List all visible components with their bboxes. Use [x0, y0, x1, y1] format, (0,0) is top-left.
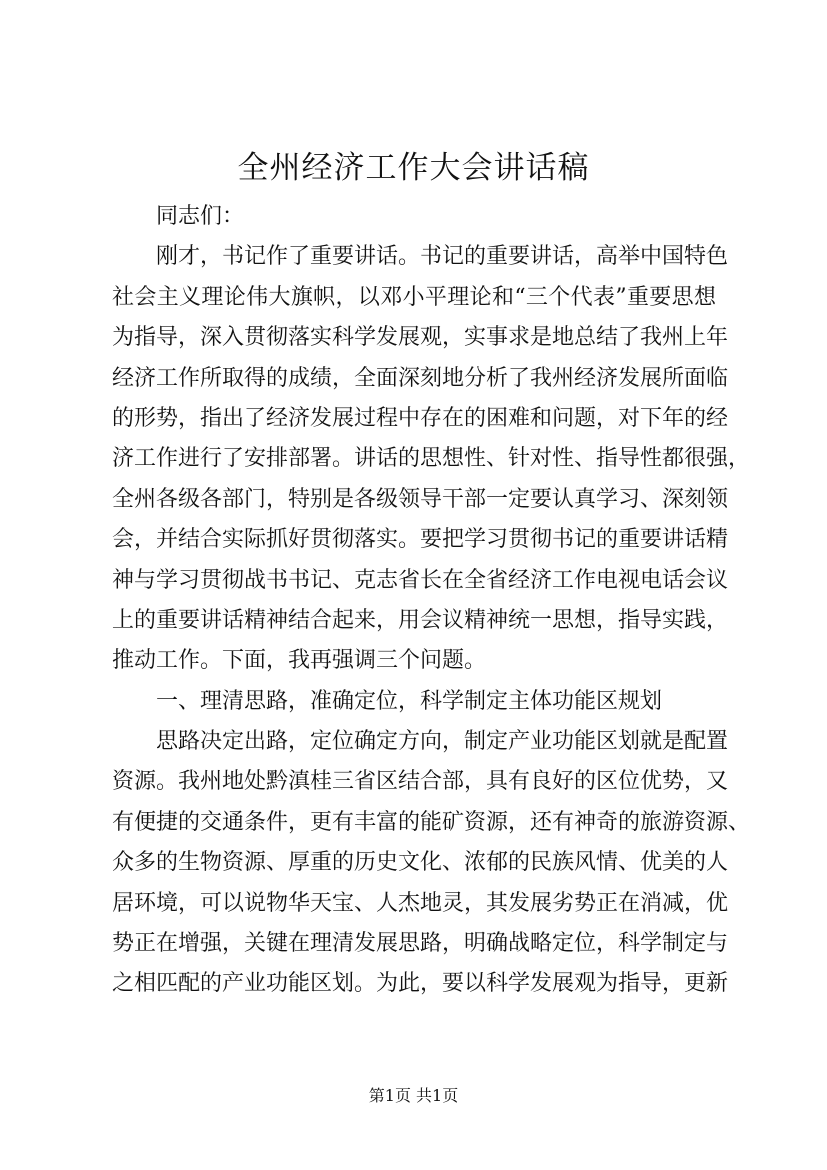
body-line: 会，并结合实际抓好贯彻落实。要把学习贯彻书记的重要讲话精 — [112, 527, 729, 553]
body-line: 思路决定出路，定位确定方向，制定产业功能区划就是配置 — [156, 729, 729, 755]
body-line: 为指导，深入贯彻落实科学发展观，实事求是地总结了我州上年 — [112, 325, 729, 351]
body-line: 推动工作。下面，我再强调三个问题。 — [112, 648, 487, 674]
document-body — [112, 197, 751, 1005]
body-line: 神与学习贯彻战书书记、克志省长在全省经济工作电视电话会议 — [112, 567, 729, 593]
section-heading: 一、理清思路，准确定位，科学制定主体功能区规划 — [156, 688, 663, 714]
body-line: 居环境，可以说物华天宝、人杰地灵，其发展劣势正在消减，优 — [112, 890, 729, 916]
body-line: 有便捷的交通条件，更有丰富的能矿资源，还有神奇的旅游资源、 — [112, 809, 751, 835]
body-line: 经济工作所取得的成绩，全面深刻地分析了我州经济发展所面临 — [112, 365, 729, 391]
body-line: 众多的生物资源、厚重的历史文化、浓郁的民族风情、优美的人 — [112, 850, 729, 876]
body-line: 之相匹配的产业功能区划。为此，要以科学发展观为指导，更新 — [112, 971, 729, 997]
body-line: 势正在增强，关键在理清发展思路，明确战略定位，科学制定与 — [112, 931, 729, 957]
body-line: 社会主义理论伟大旗帜，以邓小平理论和“三个代表”重要思想 — [112, 284, 716, 310]
page-footer: 第1页 共1页 — [368, 1086, 459, 1105]
body-line: 全州各级各部门，特别是各级领导干部一定要认真学习、深刻领 — [112, 486, 729, 512]
body-line: 资源。我州地处黔滇桂三省区结合部，具有良好的区位优势，又 — [112, 769, 729, 795]
document-title: 全州经济工作大会讲话稿 — [237, 150, 590, 186]
salutation-line: 同志们： — [156, 204, 245, 229]
body-line: 上的重要讲话精神结合起来，用会议精神统一思想，指导实践， — [112, 607, 729, 633]
body-line: 刚才，书记作了重要讲话。书记的重要讲话，高举中国特色 — [156, 244, 729, 270]
body-line: 济工作进行了安排部署。讲话的思想性、针对性、指导性都很强， — [112, 446, 751, 472]
body-line: 的形势，指出了经济发展过程中存在的困难和问题，对下年的经 — [112, 405, 729, 431]
